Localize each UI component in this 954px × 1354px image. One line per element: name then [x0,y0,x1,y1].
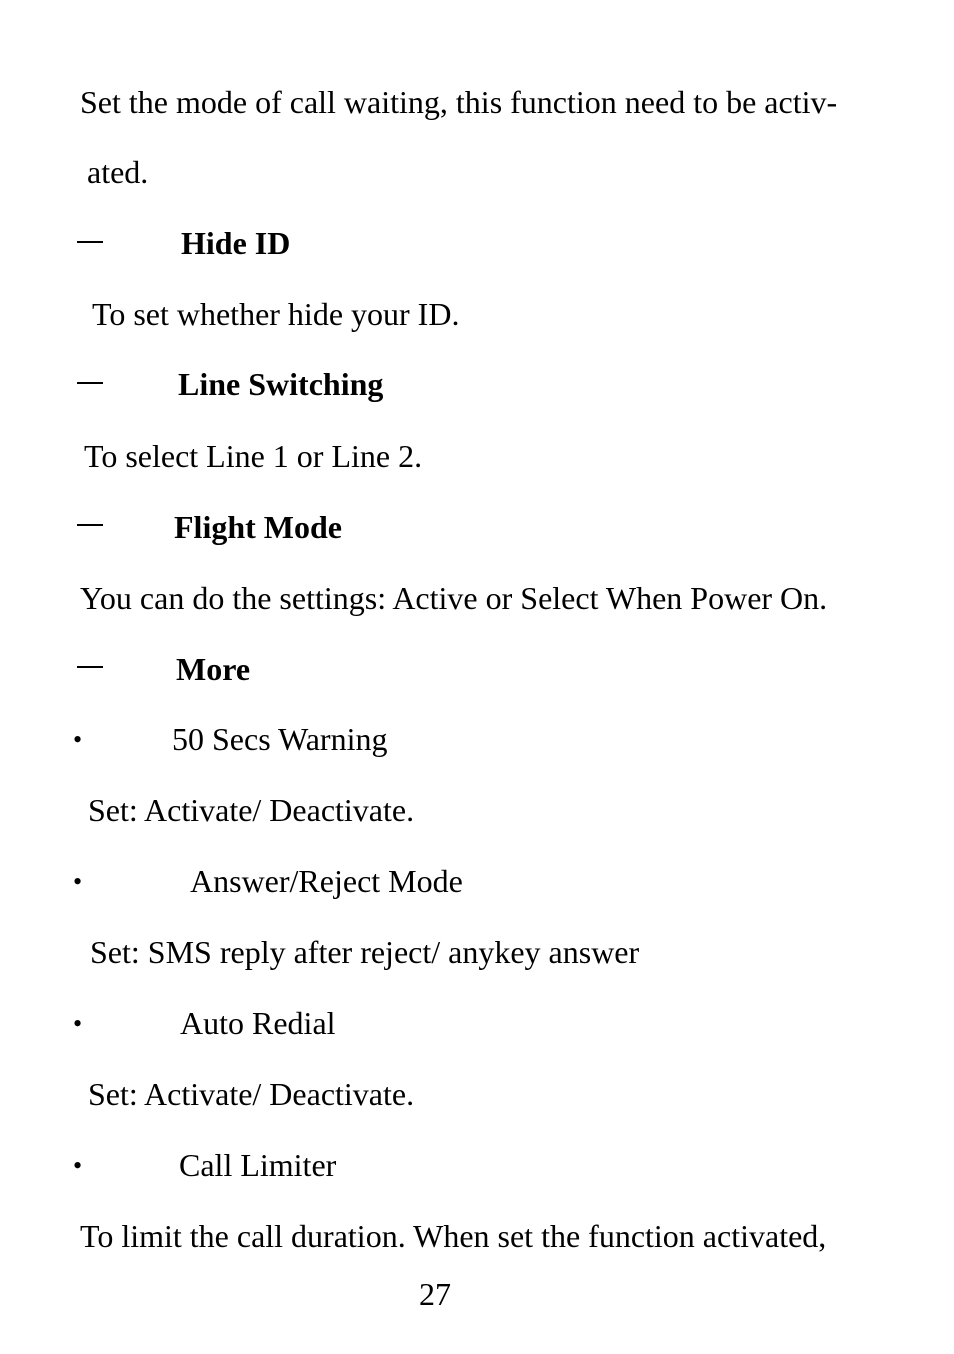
list-item-desc: Set: SMS reply after reject/ anykey answer [90,934,640,970]
intro-line-1: Set the mode of call waiting, this function need to be activ- [80,84,838,120]
bullet-icon: • [73,867,83,896]
dash-icon [77,241,103,243]
section-heading-line-switching: Line Switching [178,366,384,402]
section-heading-more: More [176,651,251,687]
section-heading-hide-id: Hide ID [181,225,291,261]
intro-line-2: ated. [87,154,149,190]
bullet-icon: • [73,725,83,754]
dash-icon [77,382,103,384]
bullet-icon: • [73,1151,83,1180]
dash-icon [77,666,103,668]
list-item-title: Call Limiter [179,1147,337,1183]
dash-icon [77,524,103,526]
page-number: 27 [419,1276,451,1312]
list-item-desc: Set: Activate/ Deactivate. [88,792,415,828]
list-item-desc: To limit the call duration. When set the function activated, [80,1218,827,1254]
section-desc-flight-mode: You can do the settings: Active or Select When Power On. [80,580,828,616]
list-item-desc: Set: Activate/ Deactivate. [88,1076,415,1112]
section-desc-line-switching: To select Line 1 or Line 2. [84,438,423,474]
section-desc-hide-id: To set whether hide your ID. [92,296,460,332]
list-item-title: 50 Secs Warning [172,721,388,757]
section-heading-flight-mode: Flight Mode [174,509,342,545]
bullet-icon: • [73,1009,83,1038]
list-item-title: Auto Redial [180,1005,336,1041]
list-item-title: Answer/Reject Mode [190,863,463,899]
